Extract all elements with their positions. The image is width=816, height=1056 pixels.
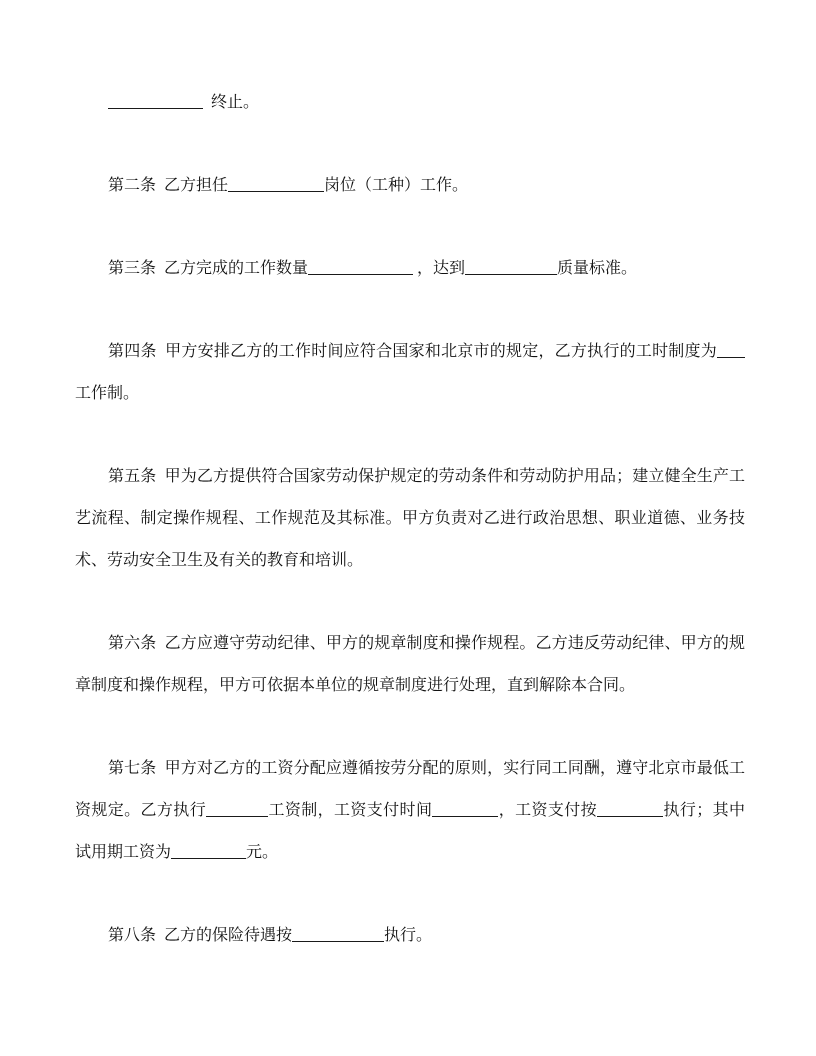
fill-in-blank-line <box>432 800 498 817</box>
clause-4-working-hours <box>75 331 745 415</box>
fill-in-blank-line <box>228 175 324 192</box>
clause-8-insurance <box>75 915 745 957</box>
clause-3-work-quantity <box>75 248 745 290</box>
paragraph-text: 工作制。 <box>75 385 140 402</box>
fill-in-blank-line <box>717 341 745 358</box>
contract-clauses-body <box>75 82 745 957</box>
paragraph-text: 执行；其中试用期工资为 <box>75 802 745 861</box>
paragraph-text: ，工资支付按 <box>498 802 598 819</box>
paragraph-text: 第二条 乙方担任 <box>108 177 229 194</box>
paragraph-text: 执行。 <box>384 927 433 944</box>
fill-in-blank-line <box>292 925 384 942</box>
paragraph-text: 第五条 甲为乙方提供符合国家劳动保护规定的劳动条件和劳动防护用品；建立健全生产工艺流程、制定操作规程、工作规范及其标准。甲方负责对乙进行政治思想、职业道德、业务技术、劳动安全卫生及有关的教育和培训。 <box>75 468 745 569</box>
clause-7-wages <box>75 748 745 874</box>
fill-in-blank-line <box>597 800 663 817</box>
paragraph-text: 第三条 乙方完成的工作数量 <box>108 260 309 277</box>
fill-in-blank-line <box>108 92 203 109</box>
fill-in-blank-line <box>206 800 268 817</box>
fill-in-blank-line <box>171 842 246 859</box>
clause-2-position <box>75 165 745 207</box>
paragraph-text: 岗位（工种）工作。 <box>324 177 469 194</box>
paragraph-text: 第六条 乙方应遵守劳动纪律、甲方的规章制度和操作规程。乙方违反劳动纪律、甲方的规章制度和操作规程，甲方可依据本单位的规章制度进行处理，直到解除本合同。 <box>75 635 745 694</box>
paragraph-text: 第八条 乙方的保险待遇按 <box>108 927 293 944</box>
paragraph-text: ，达到 <box>413 260 466 277</box>
paragraph-text: 质量标准。 <box>557 260 638 277</box>
fill-in-blank-line <box>465 258 557 275</box>
paragraph-text: 工资制，工资支付时间 <box>268 802 433 819</box>
paragraph-text: 第四条 甲方安排乙方的工作时间应符合国家和北京市的规定，乙方执行的工时制度为 <box>108 343 717 360</box>
fill-in-blank-line <box>308 258 413 275</box>
paragraph-text: 第七条 甲方对乙方的工资分配应遵循按劳分配的原则，实行同工同酬，遵守北京市最低工资规定。乙方执行 <box>75 760 745 819</box>
clause-5-labor-protection <box>75 456 745 582</box>
paragraph-text: 终止。 <box>203 94 260 111</box>
clause-1-termination-fragment <box>75 82 745 124</box>
paragraph-text: 元。 <box>246 844 279 861</box>
clause-6-discipline <box>75 623 745 707</box>
